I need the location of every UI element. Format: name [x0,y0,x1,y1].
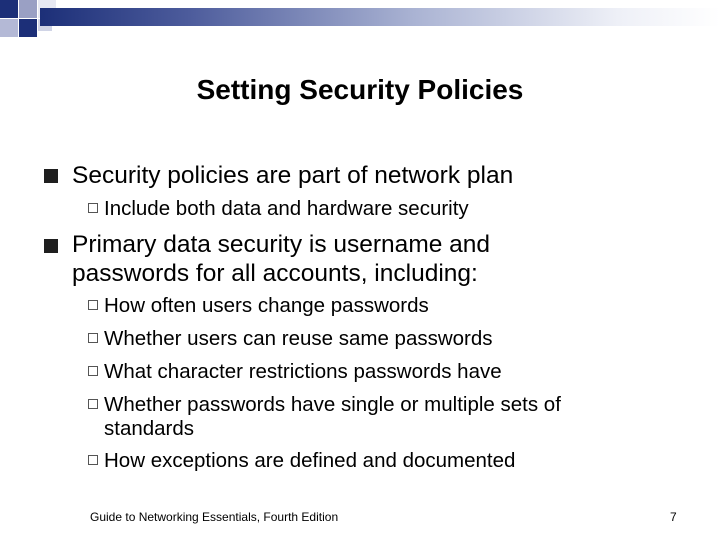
page-number: 7 [670,510,677,524]
checkbox-bullet-icon [88,300,98,310]
sub-bullet-text: Whether users can reuse same passwords [104,327,493,350]
square-bullet-icon [44,169,58,183]
sub-bullet-text-continued: standards [104,417,195,440]
sub-bullet-text: Whether passwords have single or multiple sets of [104,393,561,416]
sub-bullet-text: What character restrictions passwords have [104,360,502,383]
sub-bullet-text: Include both data and hardware security [104,197,469,220]
bullet-text-line: passwords for all accounts, including: [72,260,478,287]
bullet-text: Security policies are part of network plan [72,162,514,189]
checkbox-bullet-icon [88,203,98,213]
navy-square [0,0,18,18]
checkbox-bullet-icon [88,333,98,343]
light-square [0,19,18,37]
gray-square [19,0,37,18]
footer-source: Guide to Networking Essentials, Fourth Edition [90,510,339,524]
top-gradient-band [40,8,720,26]
square-bullet-icon [44,239,58,253]
checkbox-bullet-icon [88,455,98,465]
sub-bullet-text: How often users change passwords [104,294,429,317]
checkbox-bullet-icon [88,399,98,409]
navy-square [19,19,37,37]
sub-bullet-text: How exceptions are defined and documented [104,449,516,472]
bullet-text-line: Primary data security is username and [72,231,491,258]
checkbox-bullet-icon [88,366,98,376]
slide-title: Setting Security Policies [196,74,524,105]
